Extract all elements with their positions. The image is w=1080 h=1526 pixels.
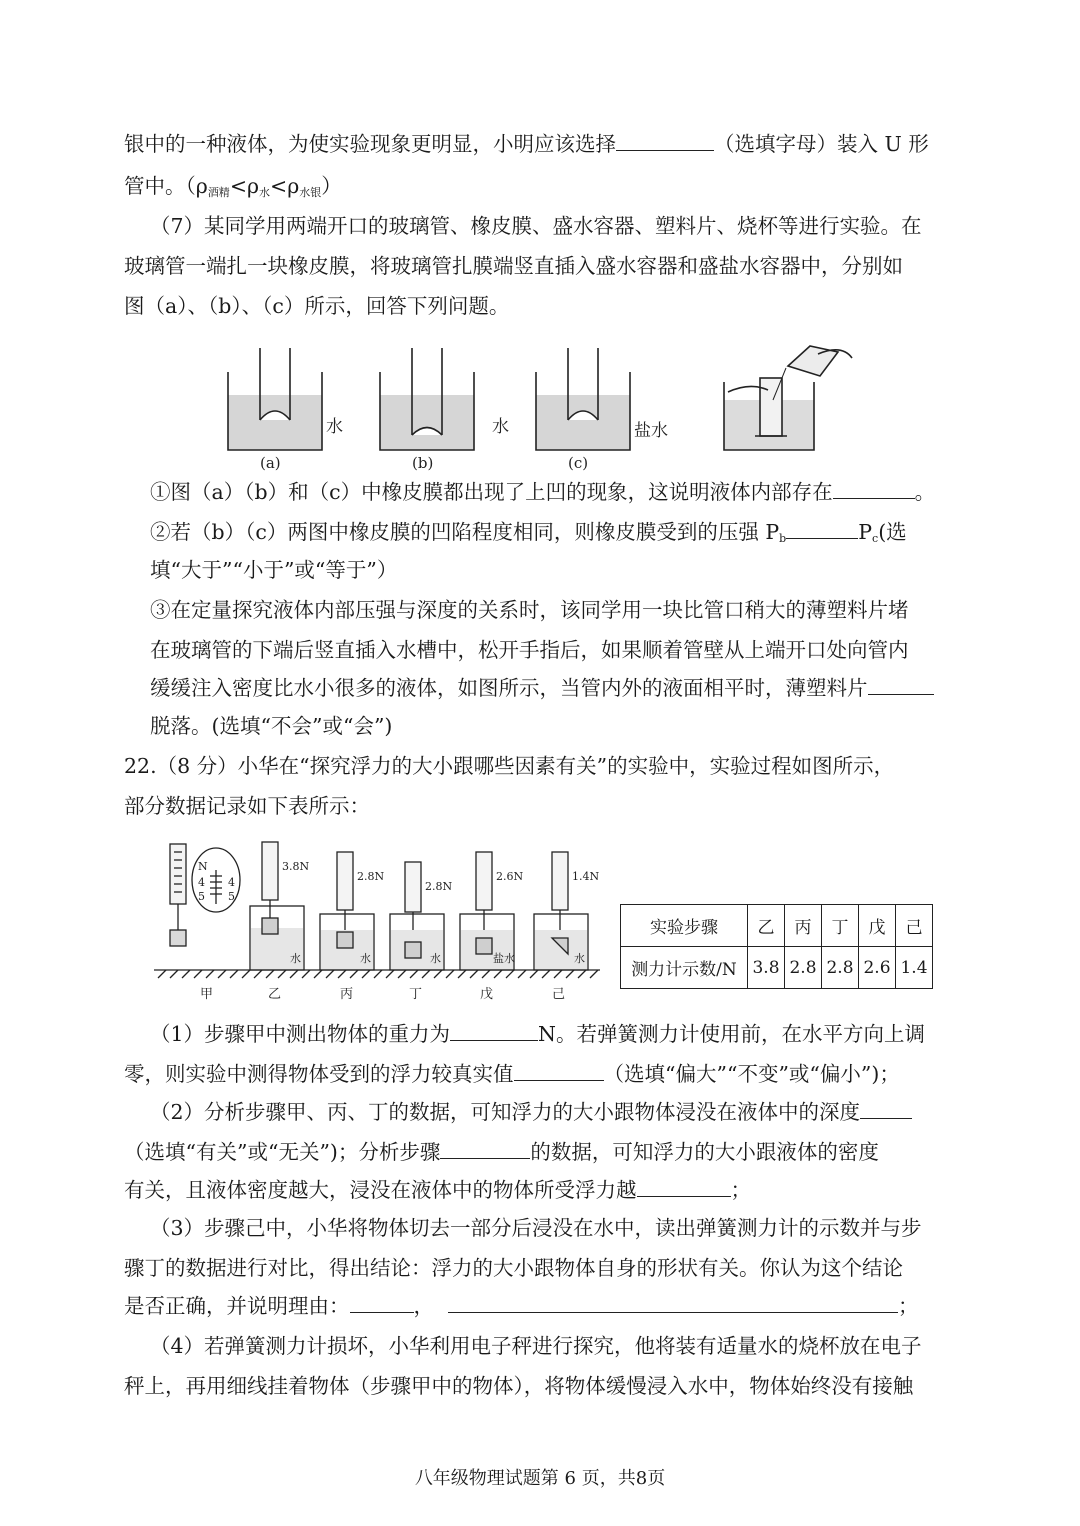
answer-blank-compare[interactable] bbox=[786, 520, 858, 539]
fig-label-c: (c) bbox=[568, 454, 589, 472]
liquid-bing: 水 bbox=[360, 952, 371, 965]
sub-question-4-cont: 秤上，再用细线挂着物体（步骤甲中的物体），将物体缓慢浸入水中，物体始终没有接触 bbox=[124, 1374, 914, 1398]
total-pages: 8 bbox=[635, 1468, 648, 1489]
table-row bbox=[621, 905, 933, 947]
liquid-yi: 水 bbox=[290, 952, 301, 965]
zoom-tick-4: 5 bbox=[228, 890, 235, 903]
text-line-3: （7）某同学用两端开口的玻璃管、橡皮膜、盛水容器、塑料片、烧杯等进行实验。在 bbox=[150, 214, 922, 238]
table-col-wu: 戊 bbox=[859, 905, 896, 947]
text-line-1: 银中的一种液体，为使实验现象更明显，小明应该选择 （选填字母）装入 U 形 bbox=[124, 132, 929, 156]
answer-blank-pressure[interactable] bbox=[833, 480, 915, 499]
zoom-unit: N bbox=[198, 860, 208, 873]
liquid-wu: 盐水 bbox=[493, 952, 515, 965]
table-cell-value: 2.8 bbox=[785, 947, 822, 989]
text-line-5: 图（a）、（b）、（c）所示，回答下列问题。 bbox=[124, 294, 510, 318]
zoom-tick-2: 5 bbox=[198, 890, 205, 903]
sub-question-2-cont2: 有关，且液体密度越大，浸没在液体中的物体所受浮力越 ； bbox=[124, 1178, 751, 1202]
zoom-tick-3: 4 bbox=[228, 876, 235, 889]
problem-22-cont: 部分数据记录如下表所示： bbox=[124, 794, 370, 818]
table-col-bing: 丙 bbox=[785, 905, 822, 947]
page-footer: 八年级物理试题第 6 页，共8页 bbox=[414, 1468, 666, 1489]
sub-question-4: （4）若弹簧测力计损坏，小华利用电子秤进行探究，他将装有适量水的烧杯放在电子 bbox=[150, 1334, 922, 1358]
question-3-cont1: 在玻璃管的下端后竖直插入水槽中，松开手指后，如果顺着管壁从上端开口处向管内 bbox=[150, 638, 909, 662]
reading-wu: 2.6N bbox=[496, 870, 524, 883]
question-1: ①图（a）（b）和（c）中橡皮膜都出现了上凹的现象，这说明液体内部存在 。 bbox=[150, 480, 936, 504]
water-label-2: 水 bbox=[492, 417, 509, 437]
problem-22: 22.（8 分）小华在“探究浮力的大小跟哪些因素有关”的实验中，实验过程如图所示， bbox=[124, 754, 895, 778]
table-cell-value: 2.6 bbox=[859, 947, 896, 989]
question-3-cont2: 缓缓注入密度比水小很多的液体，如图所示，当管内外的液面相平时，薄塑料片 bbox=[150, 674, 960, 702]
liquid-ding: 水 bbox=[430, 952, 441, 965]
table-row-label: 测力计示数/N bbox=[621, 947, 748, 989]
table-col-ding: 丁 bbox=[822, 905, 859, 947]
fig-label-b: (b) bbox=[412, 454, 434, 472]
answer-blank-buoyancy-error[interactable] bbox=[514, 1062, 604, 1081]
table-row bbox=[621, 947, 933, 989]
sub-question-3-cont2: 是否正确，并说明理由： ， ； bbox=[124, 1294, 919, 1318]
table-cell-value: 1.4 bbox=[896, 947, 933, 989]
reading-bing: 2.8N bbox=[357, 870, 385, 883]
step-yi: 乙 bbox=[268, 987, 282, 1002]
page-number: 6 bbox=[564, 1468, 576, 1489]
buoyancy-experiment-figure bbox=[150, 830, 605, 1010]
sub-question-3-cont1: 骤丁的数据进行对比，得出结论：浮力的大小跟物体自身的形状有关。你认为这个结论 bbox=[124, 1256, 903, 1280]
membrane-tube-figure bbox=[220, 340, 860, 475]
reading-yi: 3.8N bbox=[282, 860, 310, 873]
step-ji: 己 bbox=[552, 987, 566, 1002]
sub-question-1-cont: 零，则实验中测得物体受到的浮力较真实值 （选填“偏大”“不变”或“偏小”)； bbox=[124, 1062, 900, 1086]
data-table bbox=[620, 904, 933, 989]
water-label-1: 水 bbox=[326, 417, 343, 437]
table-cell-value: 2.8 bbox=[822, 947, 859, 989]
zoom-tick-1: 4 bbox=[198, 876, 205, 889]
question-3: ③在定量探究液体内部压强与深度的关系时，该同学用一块比管口稍大的薄塑料片堵 bbox=[150, 598, 909, 622]
reading-ding: 2.8N bbox=[425, 880, 453, 893]
step-ding: 丁 bbox=[409, 987, 423, 1002]
answer-blank-liquid[interactable] bbox=[616, 132, 714, 151]
answer-blank-reason[interactable] bbox=[448, 1294, 898, 1313]
text-line-4: 玻璃管一端扎一块橡皮膜，将玻璃管扎膜端竖直插入盛水容器和盛盐水容器中，分别如 bbox=[124, 254, 903, 278]
step-jia: 甲 bbox=[200, 987, 214, 1002]
table-col-ji: 己 bbox=[896, 905, 933, 947]
sub-question-1: （1）步骤甲中测出物体的重力为 N。若弹簧测力计使用前，在水平方向上调 bbox=[150, 1022, 925, 1046]
question-2-cont: 填“大于”“小于”或“等于”） bbox=[150, 558, 398, 582]
table-cell-value: 3.8 bbox=[748, 947, 785, 989]
question-3-cont3: 脱落。(选填“不会”或“会”) bbox=[150, 714, 393, 738]
question-2: ②若（b）（c）两图中橡皮膜的凹陷程度相同，则橡皮膜受到的压强 $P_b$ $P_c$(选 bbox=[150, 520, 907, 545]
answer-blank-steps[interactable] bbox=[440, 1140, 530, 1159]
step-wu: 戊 bbox=[480, 987, 494, 1002]
liquid-ji: 水 bbox=[574, 952, 585, 965]
answer-blank-correct[interactable] bbox=[350, 1294, 414, 1313]
answer-blank-larger[interactable] bbox=[637, 1178, 731, 1197]
table-col-yi: 乙 bbox=[748, 905, 785, 947]
saltwater-label: 盐水 bbox=[634, 421, 668, 441]
sub-question-2: （2）分析步骤甲、丙、丁的数据，可知浮力的大小跟物体浸没在液体中的深度 bbox=[150, 1098, 960, 1126]
step-bing: 丙 bbox=[340, 987, 354, 1002]
answer-blank-depth[interactable] bbox=[860, 1100, 912, 1119]
reading-ji: 1.4N bbox=[572, 870, 600, 883]
fig-label-a: (a) bbox=[260, 454, 281, 472]
sub-question-3: （3）步骤己中，小华将物体切去一部分后浸没在水中，读出弹簧测力计的示数并与步 bbox=[150, 1216, 922, 1240]
answer-blank-fall[interactable] bbox=[868, 676, 934, 695]
text-line-2: 管中。$(\rho_{酒精}<\rho_水<\rho_{水银})$ bbox=[124, 174, 342, 199]
sub-question-2-cont1: （选填“有关”或“无关”)；分析步骤 的数据，可知浮力的大小跟液体的密度 bbox=[124, 1140, 879, 1164]
answer-blank-gravity[interactable] bbox=[450, 1022, 538, 1041]
table-header-step: 实验步骤 bbox=[621, 905, 748, 947]
